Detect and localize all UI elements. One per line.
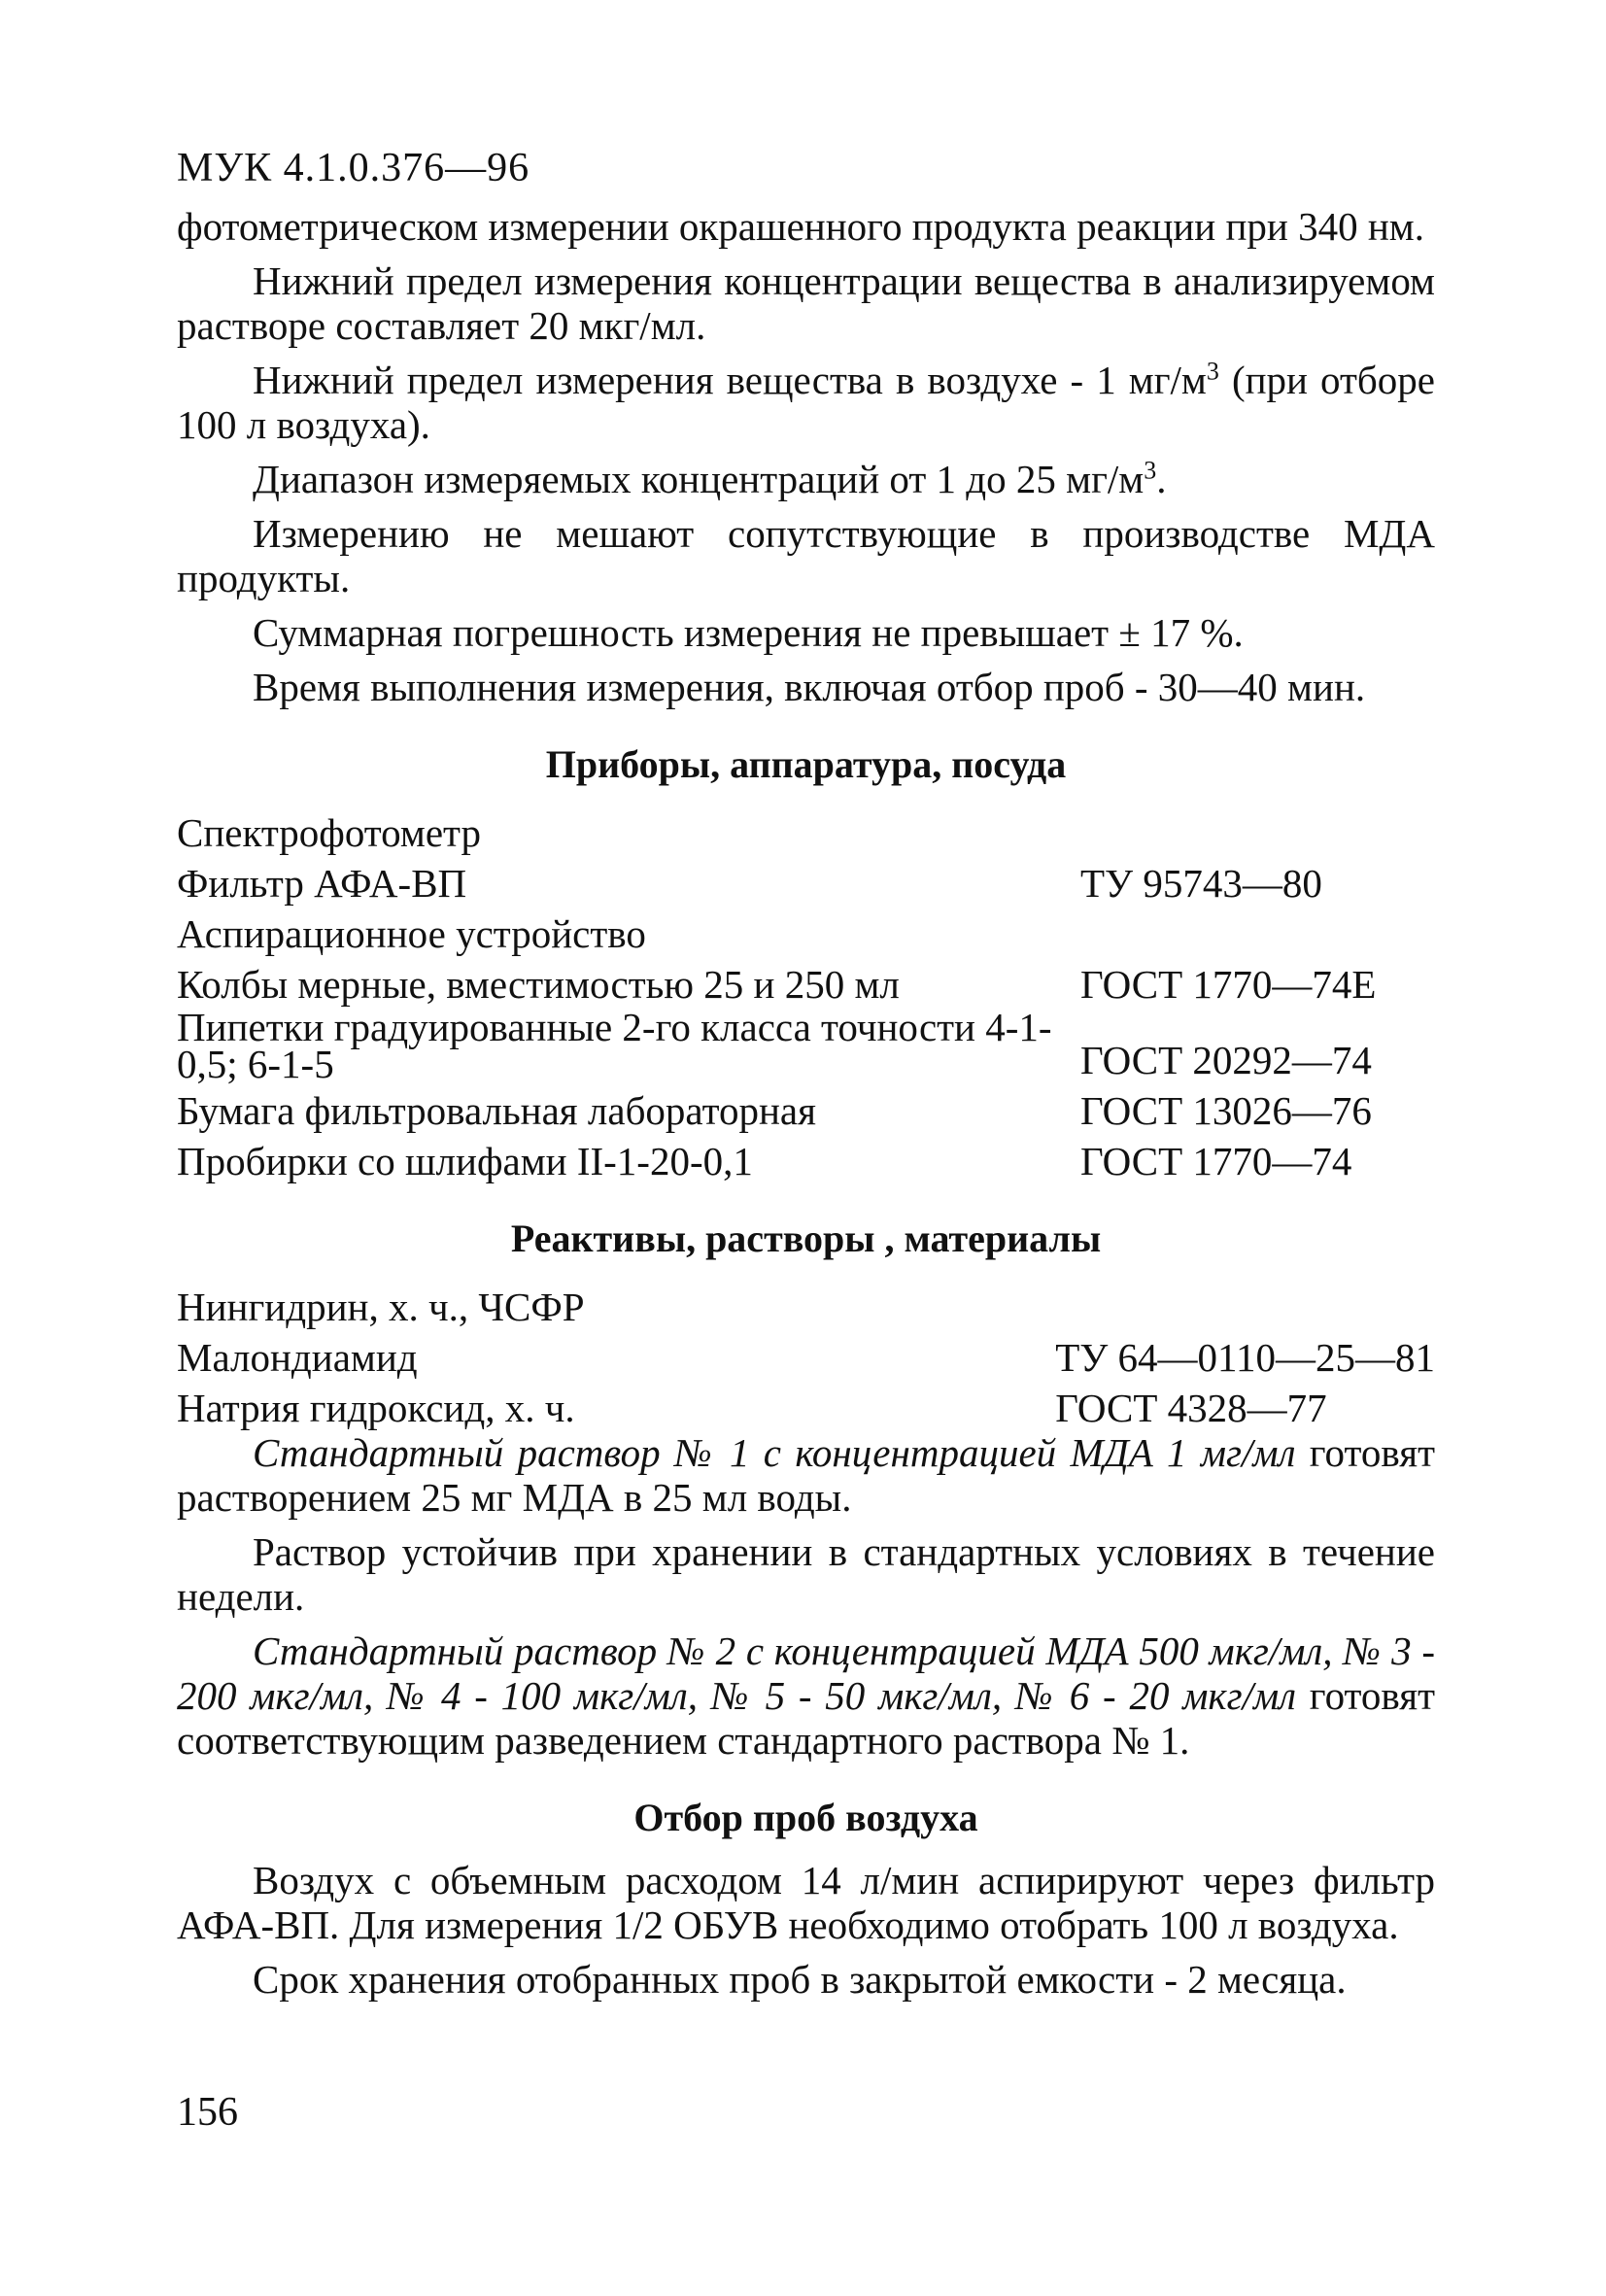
intro-paragraph-4-tail: . xyxy=(1156,457,1167,501)
equipment-table xyxy=(177,805,1435,1183)
reagent-name: Нингидрин, х. ч., ЧСФР xyxy=(177,1285,585,1329)
table-row xyxy=(177,1380,1435,1430)
document-header: МУК 4.1.0.376—96 xyxy=(177,146,530,190)
intro-paragraph-3 xyxy=(177,358,1435,447)
table-row xyxy=(177,1279,1435,1329)
table-row xyxy=(177,1329,1435,1380)
equipment-section-title: Приборы, аппаратура, посуда xyxy=(545,742,1067,786)
sampling-paragraph-1: Воздух с объемным расходом 14 л/мин аспирируют через фильтр АФА-ВП. Для измерения 1/2 ОБУВ необходимо отобрать 100 л воздуха. xyxy=(177,1858,1435,1947)
intro-paragraph-5: Измерению не мешают сопутствующие в производстве МДА продукты. xyxy=(177,511,1435,600)
intro-paragraph-2: Нижний предел измерения концентрации вещества в анализируемом растворе составляет 20 мкг/мл. xyxy=(177,258,1435,348)
equipment-standard: ГОСТ 1770—74 xyxy=(1080,1139,1352,1183)
page-number: 156 xyxy=(177,2090,238,2135)
equipment-standard xyxy=(1080,906,1435,956)
reagent-standard: ТУ 64—0110—25—81 xyxy=(1055,1335,1435,1380)
equipment-name: Пипетки градуированные 2-го класса точности 4-1-0,5; 6-1-5 xyxy=(177,1005,1052,1086)
table-row xyxy=(177,805,1435,855)
intro-paragraph-3-text: Нижний предел измерения вещества в воздухе - 1 мг/м xyxy=(253,358,1207,402)
equipment-standard: ГОСТ 13026—76 xyxy=(1080,1088,1372,1133)
intro-paragraph-6: Суммарная погрешность измерения не превышает ± 17 %. xyxy=(253,610,1244,655)
table-row xyxy=(177,956,1435,1007)
superscript-3: 3 xyxy=(1144,456,1157,485)
table-row xyxy=(177,1082,1435,1133)
sampling-paragraph-2: Срок хранения отобранных проб в закрытой емкости - 2 месяца. xyxy=(253,1957,1347,2002)
reagent-name: Малондиамид xyxy=(177,1335,418,1380)
equipment-standard xyxy=(1080,805,1435,855)
equipment-standard: ГОСТ 1770—74Е xyxy=(1080,962,1377,1007)
intro-paragraph-7: Время выполнения измерения, включая отбор проб - 30—40 мин. xyxy=(253,665,1366,709)
equipment-standard: ГОСТ 20292—74 xyxy=(1080,1038,1372,1082)
table-row xyxy=(177,1133,1435,1183)
standard-solution-1-paragraph xyxy=(177,1430,1435,1520)
table-row xyxy=(177,1007,1435,1082)
sampling-section-title: Отбор проб воздуха xyxy=(633,1796,978,1839)
standard-solutions-paragraph xyxy=(177,1628,1435,1763)
equipment-standard: ТУ 95743—80 xyxy=(1080,861,1322,906)
intro-paragraph-3-tail: (при отборе 100 л воздуха). xyxy=(177,358,1435,447)
equipment-name: Колбы мерные, вместимостью 25 и 250 мл xyxy=(177,962,900,1007)
equipment-name: Пробирки со шлифами II-1-20-0,1 xyxy=(177,1139,753,1183)
standard-solutions-names: Стандартный раствор № 2 с концентрацией МДА 500 мкг/мл, № 3 - 200 мкг/мл, № 4 - 100 мкг/мл, № 5 - 50 мкг/мл, № 6 - 20 мкг/мл xyxy=(177,1628,1435,1718)
equipment-name: Аспирационное устройство xyxy=(177,911,646,956)
standard-solutions-text: готовят соответствующим разведением стандартного раствора № 1. xyxy=(177,1673,1436,1763)
document-page xyxy=(177,146,1435,2011)
equipment-name: Бумага фильтровальная лабораторная xyxy=(177,1088,816,1133)
table-row xyxy=(177,906,1435,956)
reagent-standard xyxy=(1055,1279,1435,1329)
intro-paragraph-1: фотометрическом измерении окрашенного продукта реакции при 340 нм. xyxy=(177,204,1424,249)
table-row xyxy=(177,855,1435,906)
standard-solution-1-name: Стандартный раствор № 1 с концентрацией МДА 1 мг/мл xyxy=(253,1430,1296,1475)
superscript-3: 3 xyxy=(1206,357,1219,386)
equipment-name: Фильтр АФА-ВП xyxy=(177,861,467,906)
standard-solution-1-text: готовят растворением 25 мг МДА в 25 мл воды. xyxy=(177,1430,1435,1520)
reagents-section-title: Реактивы, растворы , материалы xyxy=(510,1217,1102,1260)
reagents-table xyxy=(177,1279,1435,1430)
reagent-name: Натрия гидроксид, х. ч. xyxy=(177,1386,575,1430)
reagent-standard: ГОСТ 4328—77 xyxy=(1055,1386,1327,1430)
intro-paragraph-4 xyxy=(177,457,1435,501)
intro-paragraph-4-text: Диапазон измеряемых концентраций от 1 до 25 мг/м xyxy=(253,457,1145,501)
equipment-name: Спектрофотометр xyxy=(177,810,481,855)
stability-paragraph: Раствор устойчив при хранении в стандартных условиях в течение недели. xyxy=(177,1529,1435,1619)
